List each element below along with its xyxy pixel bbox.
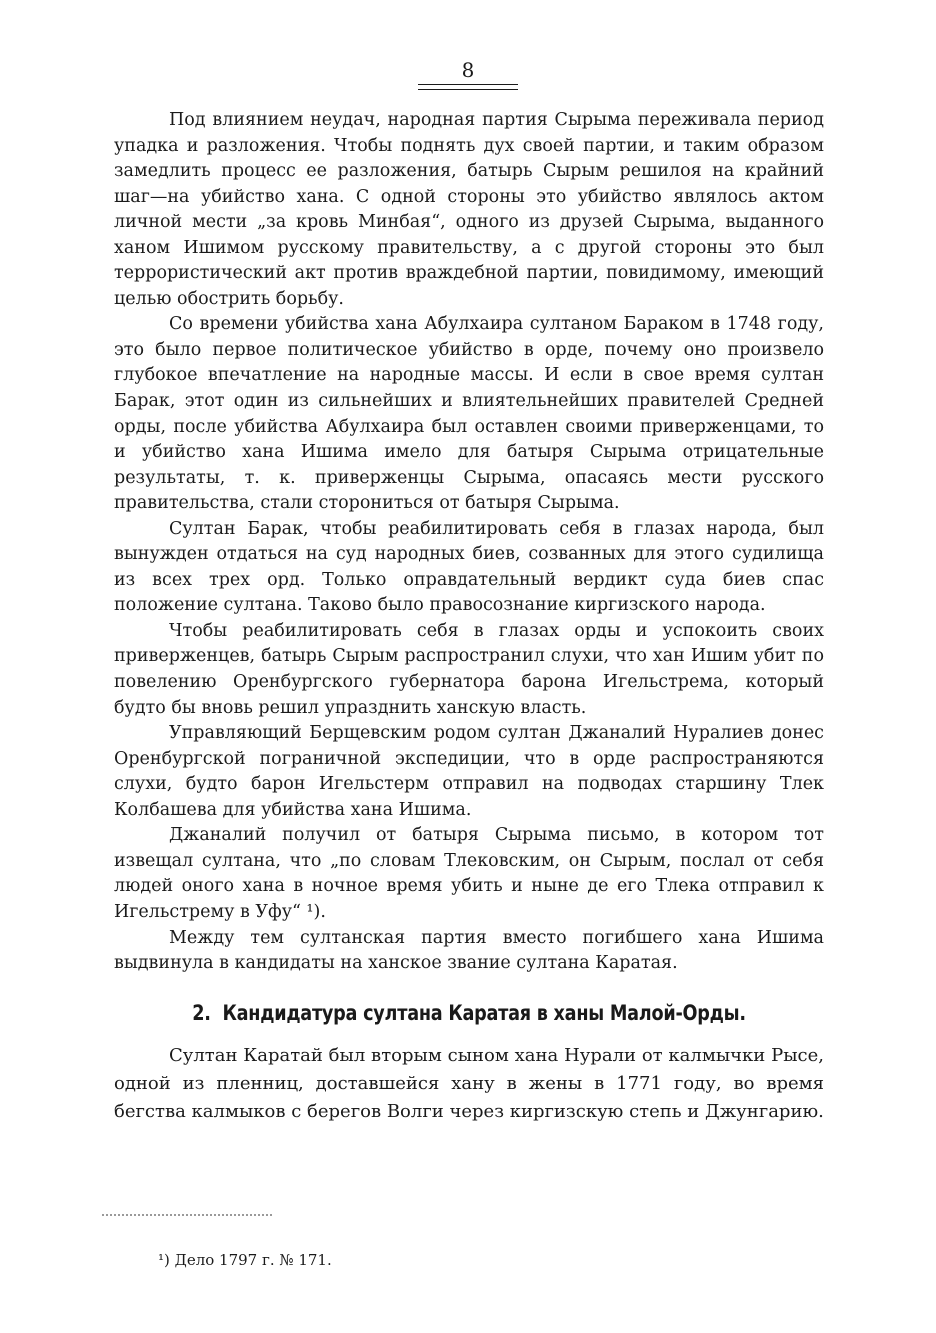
paragraph: Под влиянием неудач, народная партия Сырыма переживала период упадка и разложения. Чтобы поднять дух своей партии, и таким образом замедлить процесс ее разложения, батырь Сырым решилоя на крайний шаг—на убийство хана. С одной стороны это убийство являлось актом личной мести „за кровь Минбая“, одного из друзей Сырыма, выданного ханом Ишимом русскому правительству, а с другой стороны это был террористический акт против враждебной партии, повидимому, имеющий целью обострить борьбу.	[114, 110, 824, 309]
paragraph: Между тем султанская партия вместо погибшего хана Ишима выдвинула в кандидаты на ханское звание султана Каратая.	[114, 927, 824, 974]
footnote-separator	[102, 1214, 272, 1220]
page-number: 8	[461, 58, 475, 82]
paragraph: Управляющий Берщевским родом султан Джаналий Нуралиев донес Оренбургской пограничной экспедиции, что в орде распространяются слухи, будто барон Игельстерм отправил на подводах старшину Тлек Колбашева для убийства хана Ишима.	[114, 723, 824, 820]
paragraph: Султан Барак, чтобы реабилитировать себя в глазах народа, был вынужден отдаться на суд народных биев, созванных для этого судилища из всех трех орд. Только оправдательный вердикт суда биев спас положение султана. Таково было правосознание киргизского народа.	[114, 518, 824, 616]
section-title: Кандидатура султана Каратая в ханы Малой-Орды.	[222, 1000, 746, 1025]
paragraph: Со времени убийства хана Абулхаира султаном Бараком в 1748 году, это было первое политическое убийство в орде, почему оно произвело глубокое впечатление на народные массы. И если в свое время султан Барак, этот один из сильнейших и влиятельнейших правителей Средней орды, после убийства Абулхаира был оставлен своими приверженцами, то и убийство хана Ишима имело для батыря Сырыма отрицательные результаты, т. к. приверженцы Сырыма, опасаясь мести русского правительства, стали сторониться от батыря Сырыма.	[114, 314, 824, 514]
paragraph: Чтобы реабилитировать себя в глазах орды и успокоить своих приверженцев, батырь Сырым распространил слухи, что хан Ишим убит по повелению Оренбургского губернатора барона Игельстрема, который будто бы вновь решил упразднить ханскую власть.	[114, 620, 824, 718]
section-number: 2.	[192, 1000, 211, 1025]
section-heading	[171, 998, 767, 1028]
footnote: ¹) Дело 1797 г. № 171.	[158, 1251, 332, 1269]
page-number-rule-lower	[418, 89, 518, 90]
body-text	[114, 108, 824, 1126]
paragraph: Джаналий получил от батыря Сырыма письмо, в котором тот извещал султана, что „по словам Тлековским, он Сырым, послал от себя людей оного хана в ночное время убить и ныне де его Тлека отправил к Игельстрему в Уфу“ ¹).	[114, 825, 824, 922]
page-number-rule-upper	[418, 84, 518, 85]
section-paragraph: Султан Каратай был вторым сыном хана Нурали от калмычки Рысе, одной из пленниц, доставшейся хану в жены в 1771 году, во время бегства калмыков с берегов Волги через киргизскую степь и Джунгарию.	[114, 1044, 824, 1122]
